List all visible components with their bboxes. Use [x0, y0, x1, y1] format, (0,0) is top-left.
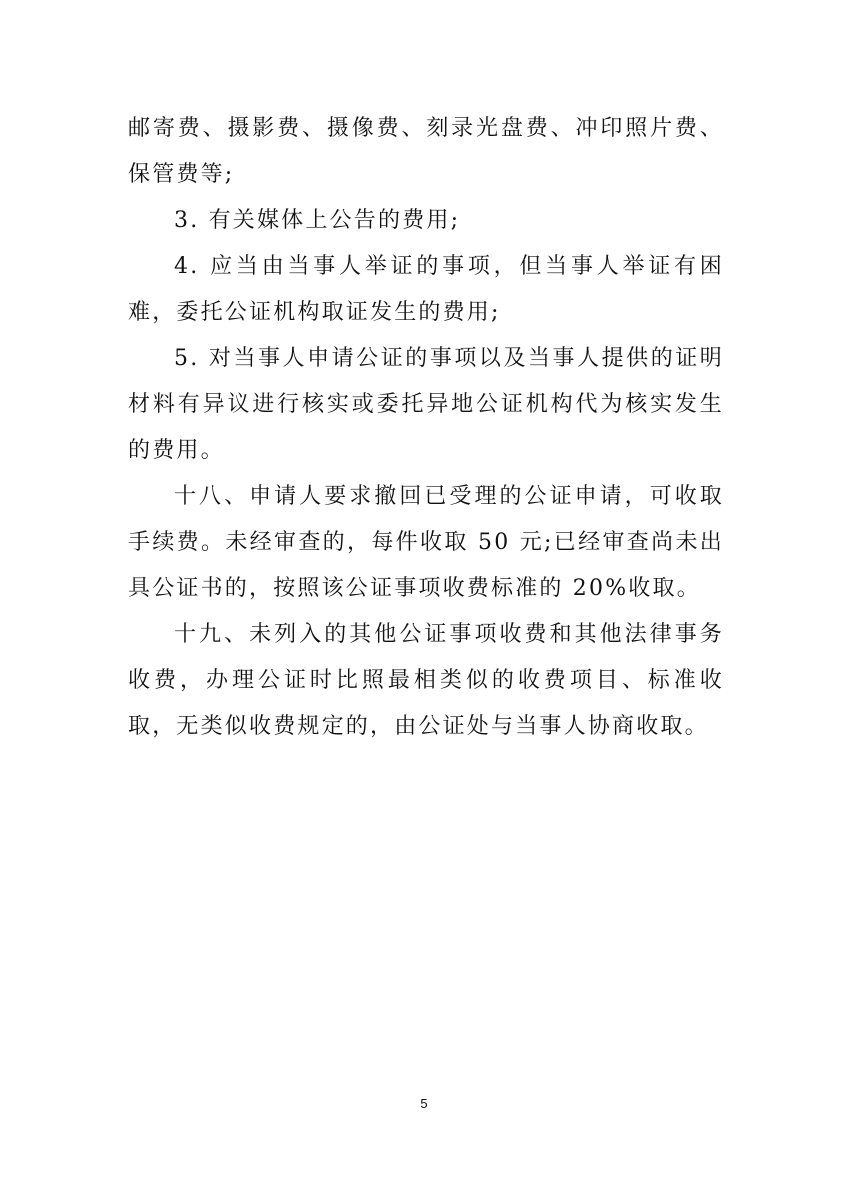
- paragraph-fees-continued: 邮寄费、摄影费、摄像费、刻录光盘费、冲印照片费、保管费等;: [128, 116, 724, 187]
- paragraph-item-4: 4. 应当由当事人举证的事项，但当事人举证有困难，委托公证机构取证发生的费用;: [128, 254, 724, 325]
- page-number: 5: [420, 1096, 428, 1111]
- paragraph-article-18: 十八、申请人要求撤回已受理的公证申请，可收取手续费。未经审查的，每件收取 50 元;已经审查尚未出具公证书的，按照该公证事项收费标准的 20%收取。: [128, 484, 724, 601]
- paragraph-item-5: 5. 对当事人申请公证的事项以及当事人提供的证明材料有异议进行核实或委托异地公证机构代为核实发生的费用。: [128, 346, 724, 463]
- paragraph-item-3: 3. 有关媒体上公告的费用;: [174, 208, 461, 233]
- paragraph-article-19: 十九、未列入的其他公证事项收费和其他法律事务收费，办理公证时比照最相类似的收费项目、标准收取，无类似收费规定的，由公证处与当事人协商收取。: [128, 622, 724, 739]
- document-body: [128, 106, 724, 750]
